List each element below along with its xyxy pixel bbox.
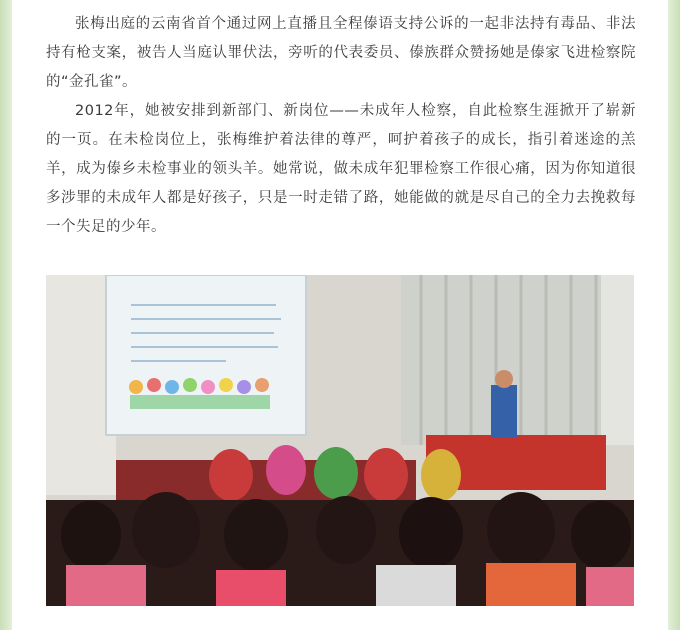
photo-illustration bbox=[46, 275, 634, 606]
article-paragraph-2: 2012年，她被安排到新部门、新岗位——未成年人检察，自此检察生涯掀开了崭新的一页。在未检岗位上，张梅维护着法律的尊严，呵护着孩子的成长，指引着迷途的羔羊，成为傣乡未检事业的领头羊。她常说，做未成年犯罪检察工作很心痛，因为你知道很多涉罪的未成年人都是好孩子，只是一时走错了路，她能做的就是尽自己的全力去挽救每一个失足的少年。 bbox=[46, 103, 636, 235]
article-body bbox=[46, 10, 636, 242]
article-paragraph-1: 张梅出庭的云南省首个通过网上直播且全程傣语支持公诉的一起非法持有毒品、非法持有枪支案，被告人当庭认罪伏法，旁听的代表委员、傣族群众赞扬她是傣家飞进检察院的“金孔雀”。 bbox=[46, 16, 636, 90]
window-curtain bbox=[401, 275, 634, 445]
speaker-body bbox=[491, 385, 517, 437]
speaker-head bbox=[495, 370, 513, 388]
projection-screen bbox=[106, 275, 306, 435]
classroom-lecture-photo bbox=[46, 275, 634, 606]
page-border-left bbox=[0, 0, 12, 630]
page-border-right bbox=[668, 0, 680, 630]
right-wall bbox=[601, 275, 634, 445]
